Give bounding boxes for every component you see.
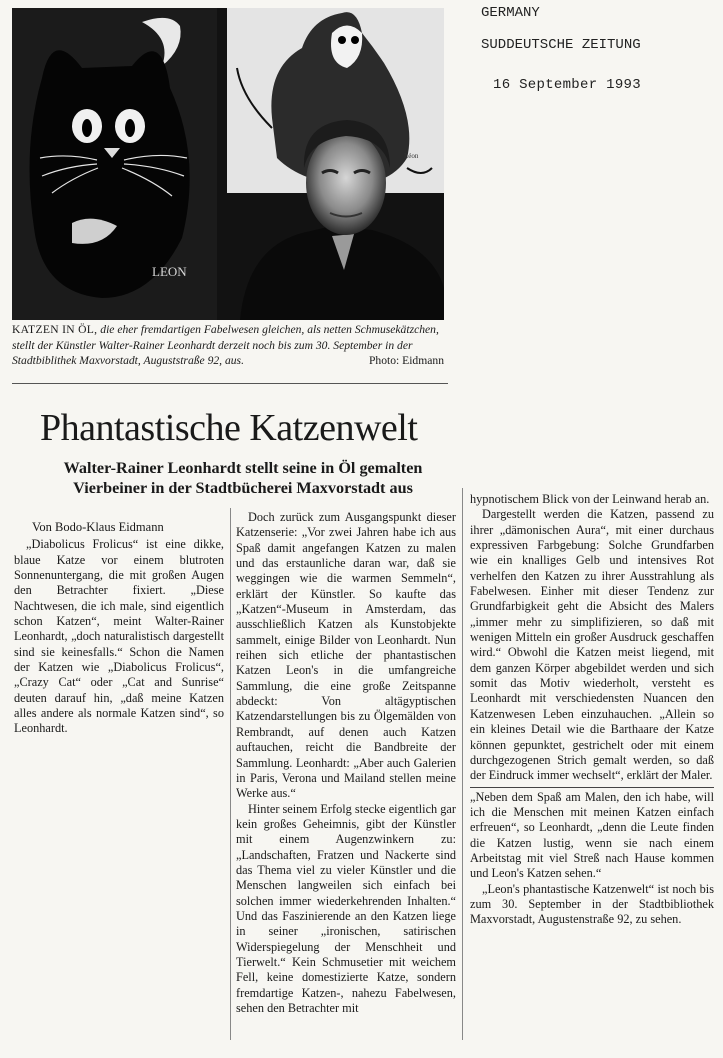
article-paragraph: „Diabolicus Frolicus“ ist eine dikke, blaue Katze vor einem blutroten Sonnenuntergang, die mit großen Augen den Betrachter fixiert. „Diese Nachtwesen, die ich male, sind eigentlich schon Katzen“, meint Walter-Rainer Leonhardt, „doch naturalistisch dargestellt sind sie keinesfalls.“ Schon die Namen der Katzen wie „Diabolicus Frolicus“, „Crazy Cat“ oder „Cat and Sunrise“ deuten darauf hin, „daß meine Katzen alles andere als normale Katzen sind“, so Leonhardt. [14,537,224,736]
article-paragraph: Doch zurück zum Ausgangspunkt dieser Katzenserie: „Vor zwei Jahren habe ich aus Spaß damit angefangen Katzen zu malen und das erstaunliche daran war, daß sie weggingen wie die warmen Semmeln“, erklärt der Künstler. So kaufte das „Katzen“-Museum in Amsterdam, das ausschließlich Katzen als Kunstobjekte sammelt, einige Bilder von Leonhardt. Nun reihen sich etliche der phantastischen Katzen Leon's in die umfangreiche Sammlung, die eine große Zeitspanne abdeckt: Von altägyptischen Katzendarstellungen bis zu Ölgemälden von Rembrandt, auf denen auch Katzen auftauchen, reicht die Bandbreite der Sammlung. Leonhardt: „Aber auch Galerien in Paris, Verona und Mailand stellen meine Werke aus.“ [236,510,456,801]
article-byline: Von Bodo-Klaus Eidmann [32,520,164,534]
painting-signature-right: Léon [404,152,419,160]
article-paragraph: Hinter seinem Erfolg stecke eigentlich gar kein großes Geheimnis, gibt der Künstler mit einem Augenzwinkern zu: „Landschaften, Fratzen und Nackerte sind das Thema viel zu vieler Künstler und die Menschen langweilen sich einfach bei solchen immer wiederkehrenden Inhalten.“ Und das Faszinierende an den Katzen liege in seiner „ironischen, satirischen Widerspiegelung der Menschheit und Tierwelt.“ Kein Schmusetier mit weichem Fell, keine domestizierte Katze, sondern fremdartige Katzen-, nahezu Fabelwesen, sehen den Betrachter mit [236,801,456,1015]
photo-illustration [12,8,444,320]
article-paragraph: „Leon's phantastische Katzenwelt“ ist noch bis zum 30. September in der Stadtbibliothek Maxvorstadt, Augustenstraße 92, zu sehen. [470,881,714,927]
photo-caption [12,322,448,369]
source-date: 16 September 1993 [493,77,641,93]
painting-signature-left: LEON [152,264,187,279]
caption-rule [12,383,448,384]
article-subheadline: Walter-Rainer Leonhardt stellt seine in Öl gemalten Vierbeiner in der Stadtbücherei Maxvorstadt aus [63,459,423,497]
photo-credit: Photo: Eidmann [363,353,444,369]
article-paragraph: Dargestellt werden die Katzen, passend zu ihrer „dämonischen Aura“, mit einer durchaus expressiven Farbgebung: Solche Grundfarben wie ein knalliges Gelb und intensives Rot verhelfen den Katzen zu ihrer Ausstrahlung als Fabelwesen. Einher mit dieser Tendenz zur Grundfarbigkeit geht die Absicht des Malers „immer mehr zu simplifizieren, so daß mit wenigen Mitteln ein großer Ausdruck geschaffen wird.“ Obwohl die Katzen meist liegend, mit dem ganzen Körper abgebildet werden und sich somit das Motiv wiederholt, versteht es Leonhardt mit verschiedensten Nuancen den Katzenwesen Leben einzuhauchen. „Allein so ein kleines Detail wie die Barthaare der Katze können gepunktet, gestrichelt oder mit einem durchgezogenen Strich gemalt werden, so daß der Eindruck immer wechselt“, erklärt der Maler. [470,507,714,783]
article-paragraph: „Neben dem Spaß am Malen, den ich habe, will ich die Menschen mit meinen Katzen einfach erfreuen“, so Leonhardt, „denn die Leute finden die Katzen lustig, wenn sie nach einem Arbeitstag mit viel Streß nach Hause kommen und Leon's Katzen sehen.“ [470,789,714,881]
column-rule [230,508,231,1040]
column-rule [462,488,463,1040]
article-column-3 [470,492,714,928]
source-country: GERMANY [481,5,540,21]
caption-lead: KATZEN IN ÖL, [12,323,98,336]
article-column-2 [236,510,456,1016]
source-publication: SUDDEUTSCHE ZEITUNG [481,37,641,53]
column-divider [470,787,714,788]
article-photo [12,8,444,320]
article-headline: Phantastische Katzenwelt [40,407,418,449]
article-paragraph: hypnotischem Blick von der Leinwand herab an. [470,492,710,506]
article-column-1 [14,520,224,737]
caption-text: die eher fremdartigen Fabelwesen gleichen, als netten Schmusekätzchen, stellt der Künstler Walter-Rainer Leonhardt derzeit noch bis zum 30. September in der Stadtbiblithek Maxvorstadt, Auguststraße 92, aus. [12,323,439,367]
